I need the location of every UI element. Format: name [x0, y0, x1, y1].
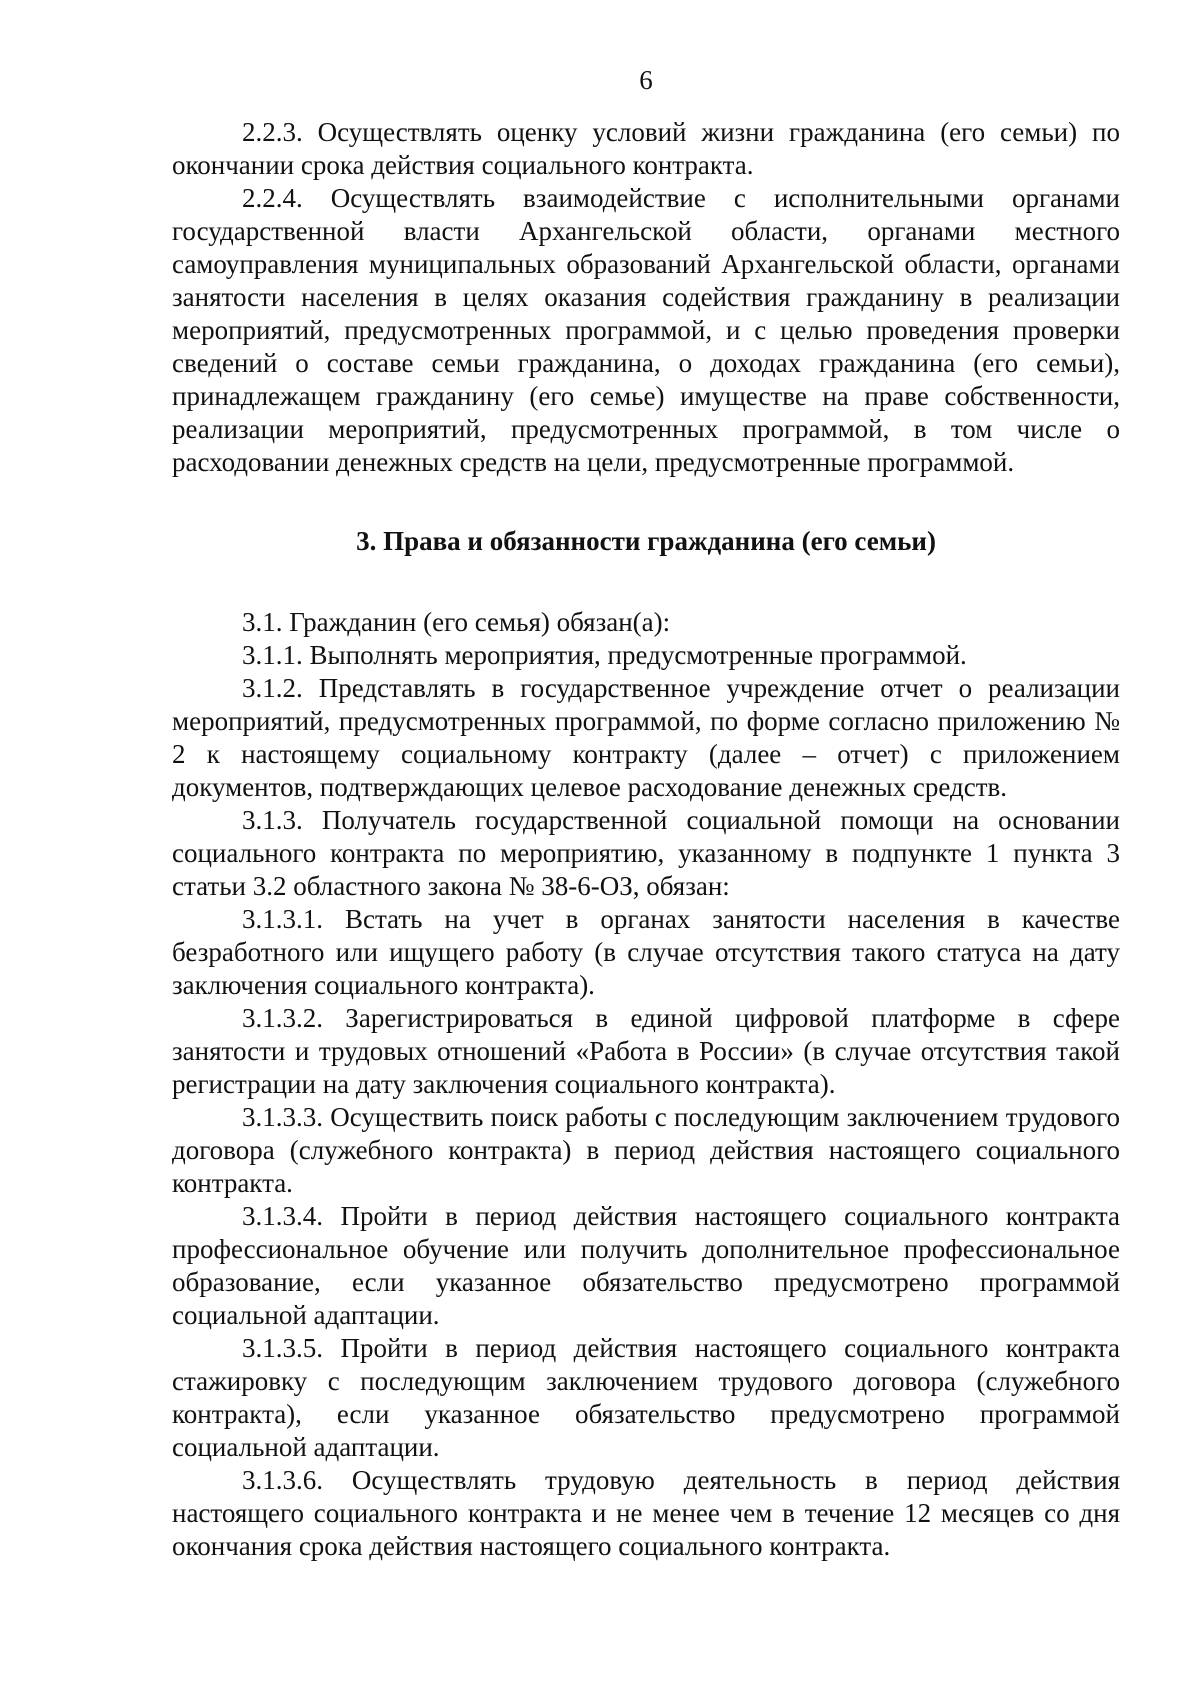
paragraph-3-1-3-2: 3.1.3.2. Зарегистрироваться в единой цифровой платформе в сфере занятости и трудовых отношений «Работа в России» (в случае отсутствия такой регистрации на дату заключения социального контракта).: [172, 1003, 1120, 1099]
paragraph-2-2-4: 2.2.4. Осуществлять взаимодействие с исполнительными органами государственной власти Архангельской области, органами местного самоуправления муниципальных образований Архангельской области, органами занятости населения в целях оказания содействия гражданину в реализации мероприятий, предусмотренных программой, и с целью проведения проверки сведений о составе семьи гражданина, о доходах гражданина (его семьи), принадлежащем гражданину (его семье) имуществе на праве собственности, реализации мероприятий, предусмотренных программой, в том числе о расходовании денежных средств на цели, предусмотренные программой.: [172, 183, 1120, 477]
paragraph-3-1-3-1: 3.1.3.1. Встать на учет в органах занятости населения в качестве безработного или ищущего работу (в случае отсутствия такого статуса на дату заключения социального контракта).: [172, 904, 1120, 1000]
paragraph-3-1-3-6: 3.1.3.6. Осуществлять трудовую деятельность в период действия настоящего социального контракта и не менее чем в течение 12 месяцев со дня окончания срока действия настоящего социального контракта.: [172, 1465, 1120, 1561]
paragraph-3-1-3-4: 3.1.3.4. Пройти в период действия настоящего социального контракта профессиональное обучение или получить дополнительное профессиональное образование, если указанное обязательство предусмотрено программой социальной адаптации.: [172, 1201, 1120, 1330]
paragraph-3-1: 3.1. Гражданин (его семья) обязан(а):: [242, 607, 671, 637]
section-title: 3. Права и обязанности гражданина (его семьи): [356, 526, 936, 556]
paragraph-3-1-3-3: 3.1.3.3. Осуществить поиск работы с последующим заключением трудового договора (служебного контракта) в период действия настоящего социального контракта.: [172, 1102, 1120, 1198]
paragraph-2-2-3: 2.2.3. Осуществлять оценку условий жизни гражданина (его семьи) по окончании срока действия социального контракта.: [172, 117, 1120, 180]
document-page: [172, 64, 1120, 1563]
paragraph-3-1-1: 3.1.1. Выполнять мероприятия, предусмотренные программой.: [242, 640, 967, 670]
paragraph-3-1-3: 3.1.3. Получатель государственной социальной помощи на основании социального контракта по мероприятию, указанному в подпункте 1 пункта 3 статьи 3.2 областного закона № 38-6-ОЗ, обязан:: [172, 805, 1120, 901]
page-number: 6: [639, 65, 653, 95]
paragraph-3-1-2: 3.1.2. Представлять в государственное учреждение отчет о реализации мероприятий, предусмотренных программой, по форме согласно приложению № 2 к настоящему социальному контракту (далее – отчет) с приложением документов, подтверждающих целевое расходование денежных средств.: [172, 673, 1120, 802]
paragraph-3-1-3-5: 3.1.3.5. Пройти в период действия настоящего социального контракта стажировку с последующим заключением трудового договора (служебного контракта), если указанное обязательство предусмотрено программой социальной адаптации.: [172, 1333, 1120, 1462]
